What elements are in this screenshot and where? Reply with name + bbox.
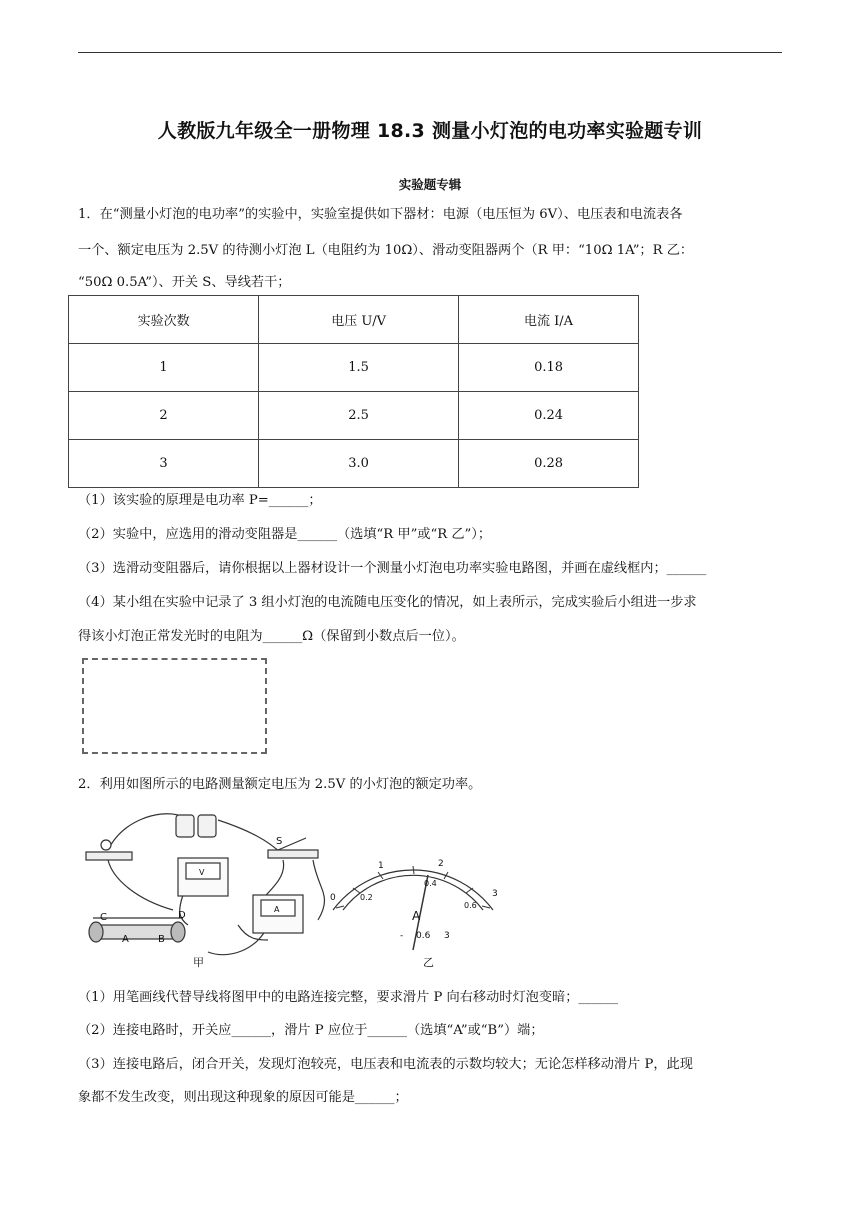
table-cell: 0.24 (459, 392, 639, 440)
terminal-b-label: B (158, 934, 165, 945)
dial-tick-04: 0.4 (424, 879, 437, 888)
answer-dashed-box (82, 658, 267, 754)
table-cell: 0.18 (459, 344, 639, 392)
dial-unit-label: A (412, 909, 421, 923)
dial-tick-06: 0.6 (464, 901, 477, 910)
q1-line-1: 1．在“测量小灯泡的电功率”的实验中，实验室提供如下器材：电源（电压恒为 6V）、电压表和电流表各 (78, 207, 683, 222)
terminal-a-label: A (122, 934, 129, 945)
experiment-table (68, 295, 639, 488)
terminal-c-label: C (100, 912, 107, 923)
section-subtitle: 实验题专辑 (398, 177, 462, 192)
switch-s-label: S (276, 836, 283, 847)
table-cell: 1 (69, 344, 259, 392)
table-cell: 2 (69, 392, 259, 440)
table-cell: 2.5 (259, 392, 459, 440)
table-cell: 3.0 (259, 440, 459, 488)
ammeter-symbol: A (274, 905, 280, 914)
dial-tick-1: 1 (378, 861, 384, 871)
table-cell: 3 (69, 440, 259, 488)
header-rule (78, 52, 782, 53)
terminal-d-label: D (178, 910, 186, 921)
table-cell: 1.5 (259, 344, 459, 392)
dial-terminal-3: 3 (444, 931, 450, 941)
table-header-cell: 电流 I/A (459, 296, 639, 344)
q1-line-3: “50Ω 0.5A”）、开关 S、导线若干； (78, 275, 291, 290)
table-row (69, 392, 639, 440)
circuit-figure (78, 800, 508, 970)
q2-sub-1: （1）用笔画线代替导线将图甲中的电路连接完整，要求滑片 P 向右移动时灯泡变暗；______ (78, 990, 618, 1005)
table-row (69, 440, 639, 488)
dial-tick-02: 0.2 (360, 893, 373, 902)
q2-sub-4: 象都不发生改变，则出现这种现象的原因可能是______； (78, 1090, 408, 1105)
q1-sub-1: （1）该实验的原理是电功率 P=______； (78, 493, 322, 508)
table-cell: 0.28 (459, 440, 639, 488)
q1-sub-2: （2）实验中，应选用的滑动变阻器是______（选填“R 甲”或“R 乙”）； (78, 527, 492, 542)
voltmeter-symbol: V (199, 868, 205, 877)
q2-sub-3: （3）连接电路后，闭合开关，发现灯泡较亮，电压表和电流表的示数均较大；无论怎样移动滑片 P，此现 (78, 1057, 693, 1072)
dial-terminal-neg: - (400, 931, 404, 941)
dial-tick-2: 2 (438, 859, 444, 869)
table-header-row (69, 296, 639, 344)
q2-sub-2: （2）连接电路时，开关应______，滑片 P 应位于______（选填“A”或“B”）端； (78, 1023, 544, 1038)
table-row (69, 344, 639, 392)
dial-tick-0: 0 (330, 893, 336, 903)
q1-line-2: 一个、额定电压为 2.5V 的待测小灯泡 L（电阻约为 10Ω）、滑动变阻器两个（R 甲：“10Ω 1A”；R 乙： (78, 243, 694, 258)
q1-sub-4: （4）某小组在实验中记录了 3 组小灯泡的电流随电压变化的情况，如上表所示，完成实验后小组进一步求 (78, 595, 697, 610)
table-header-cell: 电压 U/V (259, 296, 459, 344)
table-header-cell: 实验次数 (69, 296, 259, 344)
figure-label-yi: 乙 (423, 956, 434, 969)
q1-sub-5: 得该小灯泡正常发光时的电阻为______Ω（保留到小数点后一位）。 (78, 629, 465, 644)
dial-tick-3: 3 (492, 889, 498, 899)
figure-label-jia: 甲 (193, 956, 204, 969)
q2-intro: 2．利用如图所示的电路测量额定电压为 2.5V 的小灯泡的额定功率。 (78, 777, 482, 792)
dial-terminal-06: 0.6 (416, 931, 431, 941)
q1-sub-3: （3）选滑动变阻器后，请你根据以上器材设计一个测量小灯泡电功率实验电路图，并画在虚线框内；______ (78, 561, 707, 576)
page-title: 人教版九年级全一册物理 18.3 测量小灯泡的电功率实验题专训 (157, 120, 703, 142)
